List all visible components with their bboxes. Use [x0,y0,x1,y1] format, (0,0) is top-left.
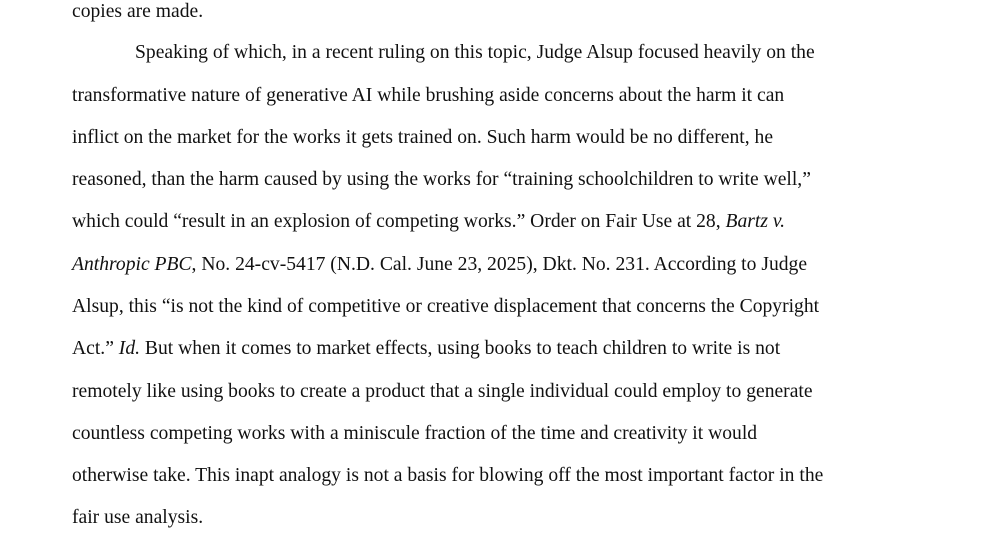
line-12-text: otherwise take. This inapt analogy is not a basis for blowing off the most important factor in the [72,465,824,486]
text-line-13 [72,506,203,530]
line-5-text: reasoned, than the harm caused by using the works for “training schoolchildren to write well,” [72,169,811,190]
text-line-10 [72,380,813,404]
line-9-citation-italic: Id. [118,338,141,359]
line-9-text-b: But when it comes to market effects, using books to teach children to write is not [140,338,781,359]
line-8-text: Alsup, this “is not the kind of competitive or creative displacement that concerns the Copyright [72,296,820,317]
text-line-8 [72,295,819,319]
line-6-case-name-italic: Bartz v. [725,211,786,232]
text-line-3 [72,84,784,108]
text-line-9 [72,337,780,361]
text-line-7 [72,253,807,277]
line-10-text: remotely like using books to create a product that a single individual could employ to generate [72,381,813,402]
line-4-text: inflict on the market for the works it gets trained on. Such harm would be no different, he [72,127,774,148]
line-9-text-a: Act.” [72,338,119,359]
text-line-4 [72,126,773,150]
line-7-case-name-italic: Anthropic PBC [72,254,192,275]
line-3-text: transformative nature of generative AI while brushing aside concerns about the harm it can [72,85,785,106]
line-7-text-b: , No. 24-cv-5417 (N.D. Cal. June 23, 2025), Dkt. No. 231. According to Judge [191,254,808,275]
text-line-1 [72,0,203,24]
line-13-text: fair use analysis. [72,507,204,528]
line-6-text-a: which could “result in an explosion of competing works.” Order on Fair Use at 28, [72,211,726,232]
line-2-text: Speaking of which, in a recent ruling on this topic, Judge Alsup focused heavily on the [135,42,815,63]
line-1-text: copies are made. [72,1,204,22]
text-line-6 [72,210,785,234]
line-11-text: countless competing works with a miniscule fraction of the time and creativity it would [72,423,758,444]
text-line-5 [72,168,811,192]
text-line-12 [72,464,823,488]
text-line-11 [72,422,757,446]
text-line-2 [135,41,815,65]
